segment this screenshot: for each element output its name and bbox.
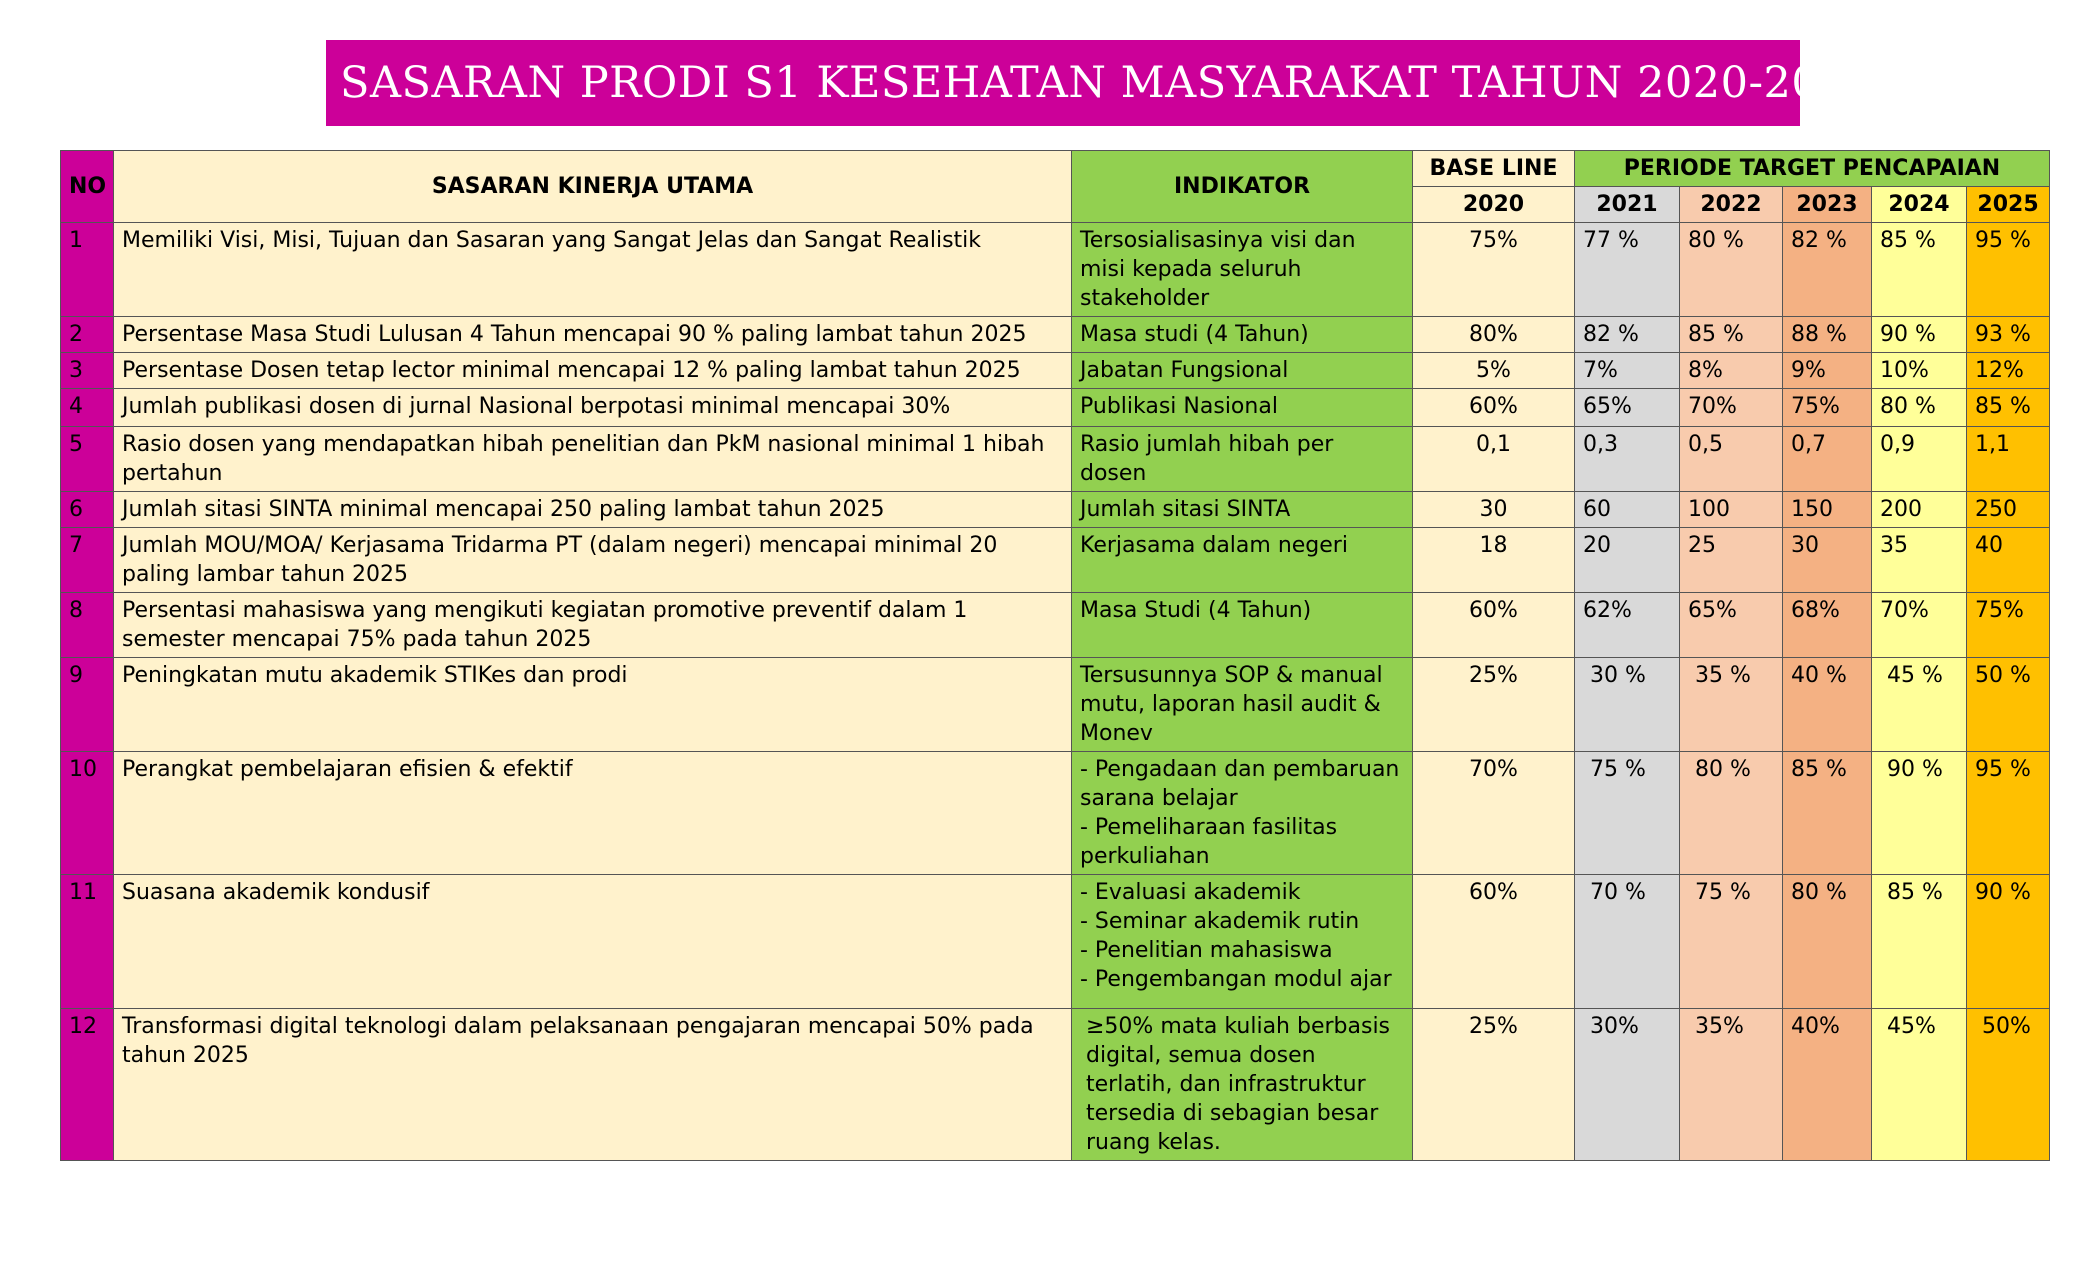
value-2023: 85 % [1783,752,1872,875]
value-2020: 30 [1413,492,1575,528]
header-no: NO [61,151,114,223]
sasaran-cell: Rasio dosen yang mendapatkan hibah penelitian dan PkM nasional minimal 1 hibah pertahun [114,427,1072,492]
value-2023: 40% [1783,1009,1872,1161]
value-2020: 25% [1413,658,1575,752]
table-row [61,528,2050,593]
value-2022: 35% [1680,1009,1783,1161]
indikator-cell: Rasio jumlah hibah per dosen [1072,427,1413,492]
sasaran-cell: Transformasi digital teknologi dalam pelaksanaan pengajaran mencapai 50% pada tahun 2025 [114,1009,1072,1161]
indikator-item: - Pengembangan modul ajar [1080,967,1392,992]
indikator-cell: Tersosialisasinya visi dan misi kepada seluruh stakeholder [1072,223,1413,317]
table-row [61,223,2050,317]
value-2020: 80% [1413,317,1575,353]
header-year-2025: 2025 [1967,187,2050,223]
value-2020: 18 [1413,528,1575,593]
table-row [61,1009,2050,1161]
value-2024: 70% [1872,593,1967,658]
row-number: 11 [61,875,114,1009]
table-row [61,593,2050,658]
header-year-2021: 2021 [1575,187,1680,223]
value-2021: 65% [1575,389,1680,427]
table-row [61,875,2050,1009]
indikator-item: - Evaluasi akademik [1080,880,1301,905]
value-2020: 60% [1413,593,1575,658]
value-2024: 35 [1872,528,1967,593]
value-2023: 88 % [1783,317,1872,353]
indikator-item: - Pengadaan dan pembaruan sarana belajar [1080,757,1400,811]
value-2021: 30 % [1575,658,1680,752]
value-2021: 60 [1575,492,1680,528]
value-2025: 50 % [1967,658,2050,752]
sasaran-cell: Jumlah publikasi dosen di jurnal Nasional berpotasi minimal mencapai 30% [114,389,1072,427]
page-title: SASARAN PRODI S1 KESEHATAN MASYARAKAT TAHUN 2020-2025 [340,58,1875,108]
title-banner [326,40,1875,126]
table-row [61,427,2050,492]
value-2022: 35 % [1680,658,1783,752]
indikator-item: - Pemeliharaan fasilitas perkuliahan [1080,815,1338,869]
indikator-cell: ≥50% mata kuliah berbasis digital, semua dosen terlatih, dan infrastruktur tersedia di sebagian besar ruang kelas. [1072,1009,1413,1161]
indikator-cell: Jabatan Fungsional [1072,353,1413,389]
value-2021: 82 % [1575,317,1680,353]
indikator-cell: Publikasi Nasional [1072,389,1413,427]
value-2022: 0,5 [1680,427,1783,492]
row-number: 10 [61,752,114,875]
value-2023: 0,7 [1783,427,1872,492]
value-2025: 95 % [1967,223,2050,317]
indikator-item: - Seminar akademik rutin [1080,909,1360,934]
value-2025: 90 % [1967,875,2050,1009]
value-2023: 9% [1783,353,1872,389]
sasaran-cell: Perangkat pembelajaran efisien & efektif [114,752,1072,875]
value-2024: 90 % [1872,317,1967,353]
table-row [61,317,2050,353]
header-indikator: INDIKATOR [1072,151,1413,223]
sasaran-cell: Jumlah MOU/MOA/ Kerjasama Tridarma PT (dalam negeri) mencapai minimal 20 paling lambar tahun 2025 [114,528,1072,593]
value-2024: 0,9 [1872,427,1967,492]
row-number: 6 [61,492,114,528]
value-2021: 0,3 [1575,427,1680,492]
value-2022: 75 % [1680,875,1783,1009]
value-2020: 5% [1413,353,1575,389]
row-number: 5 [61,427,114,492]
value-2025: 50% [1967,1009,2050,1161]
row-number: 4 [61,389,114,427]
row-number: 7 [61,528,114,593]
value-2023: 40 % [1783,658,1872,752]
value-2021: 70 % [1575,875,1680,1009]
value-2021: 30% [1575,1009,1680,1161]
value-2024: 45% [1872,1009,1967,1161]
value-2020: 25% [1413,1009,1575,1161]
value-2022: 100 [1680,492,1783,528]
header-year-2022: 2022 [1680,187,1783,223]
sasaran-cell: Memiliki Visi, Misi, Tujuan dan Sasaran yang Sangat Jelas dan Sangat Realistik [114,223,1072,317]
value-2023: 80 % [1783,875,1872,1009]
sasaran-cell: Persentasi mahasiswa yang mengikuti kegiatan promotive preventif dalam 1 semester mencapai 75% pada tahun 2025 [114,593,1072,658]
table-row [61,389,2050,427]
value-2022: 8% [1680,353,1783,389]
value-2021: 20 [1575,528,1680,593]
header-year-2020: 2020 [1413,187,1575,223]
value-2021: 62% [1575,593,1680,658]
value-2022: 80 % [1680,752,1783,875]
value-2024: 85 % [1872,223,1967,317]
value-2025: 40 [1967,528,2050,593]
sasaran-cell: Jumlah sitasi SINTA minimal mencapai 250 paling lambat tahun 2025 [114,492,1072,528]
indikator-cell [1072,752,1413,875]
header-sasaran: SASARAN KINERJA UTAMA [114,151,1072,223]
value-2024: 200 [1872,492,1967,528]
value-2022: 85 % [1680,317,1783,353]
value-2021: 77 % [1575,223,1680,317]
table-row [61,492,2050,528]
value-2020: 0,1 [1413,427,1575,492]
row-number: 8 [61,593,114,658]
target-table [60,150,2050,1161]
value-2020: 60% [1413,389,1575,427]
header-year-2023: 2023 [1783,187,1872,223]
value-2022: 70% [1680,389,1783,427]
value-2020: 75% [1413,223,1575,317]
value-2025: 1,1 [1967,427,2050,492]
row-number: 3 [61,353,114,389]
value-2025: 12% [1967,353,2050,389]
row-number: 12 [61,1009,114,1161]
indikator-cell: Jumlah sitasi SINTA [1072,492,1413,528]
indikator-cell [1072,875,1413,1009]
row-number: 9 [61,658,114,752]
value-2021: 75 % [1575,752,1680,875]
indikator-cell: Masa Studi (4 Tahun) [1072,593,1413,658]
value-2023: 68% [1783,593,1872,658]
sasaran-cell: Suasana akademik kondusif [114,875,1072,1009]
value-2024: 80 % [1872,389,1967,427]
value-2022: 25 [1680,528,1783,593]
table-row [61,658,2050,752]
sasaran-cell: Peningkatan mutu akademik STIKes dan prodi [114,658,1072,752]
value-2024: 45 % [1872,658,1967,752]
header-baseline: BASE LINE [1413,151,1575,187]
indikator-cell: Tersusunnya SOP & manual mutu, laporan hasil audit & Monev [1072,658,1413,752]
value-2020: 70% [1413,752,1575,875]
value-2025: 85 % [1967,389,2050,427]
value-2021: 7% [1575,353,1680,389]
value-2023: 30 [1783,528,1872,593]
value-2025: 95 % [1967,752,2050,875]
value-2023: 82 % [1783,223,1872,317]
indikator-cell: Masa studi (4 Tahun) [1072,317,1413,353]
value-2025: 93 % [1967,317,2050,353]
row-number: 2 [61,317,114,353]
indikator-cell: Kerjasama dalam negeri [1072,528,1413,593]
value-2025: 250 [1967,492,2050,528]
value-2023: 150 [1783,492,1872,528]
value-2024: 10% [1872,353,1967,389]
table-row [61,353,2050,389]
sasaran-cell: Persentase Dosen tetap lector minimal mencapai 12 % paling lambat tahun 2025 [114,353,1072,389]
row-number: 1 [61,223,114,317]
value-2023: 75% [1783,389,1872,427]
sasaran-cell: Persentase Masa Studi Lulusan 4 Tahun mencapai 90 % paling lambat tahun 2025 [114,317,1072,353]
value-2025: 75% [1967,593,2050,658]
header-periode: PERIODE TARGET PENCAPAIAN [1575,151,2050,187]
header-year-2024: 2024 [1872,187,1967,223]
value-2024: 85 % [1872,875,1967,1009]
value-2022: 80 % [1680,223,1783,317]
table-row [61,752,2050,875]
value-2020: 60% [1413,875,1575,1009]
value-2024: 90 % [1872,752,1967,875]
value-2022: 65% [1680,593,1783,658]
indikator-item: - Penelitian mahasiswa [1080,938,1333,963]
